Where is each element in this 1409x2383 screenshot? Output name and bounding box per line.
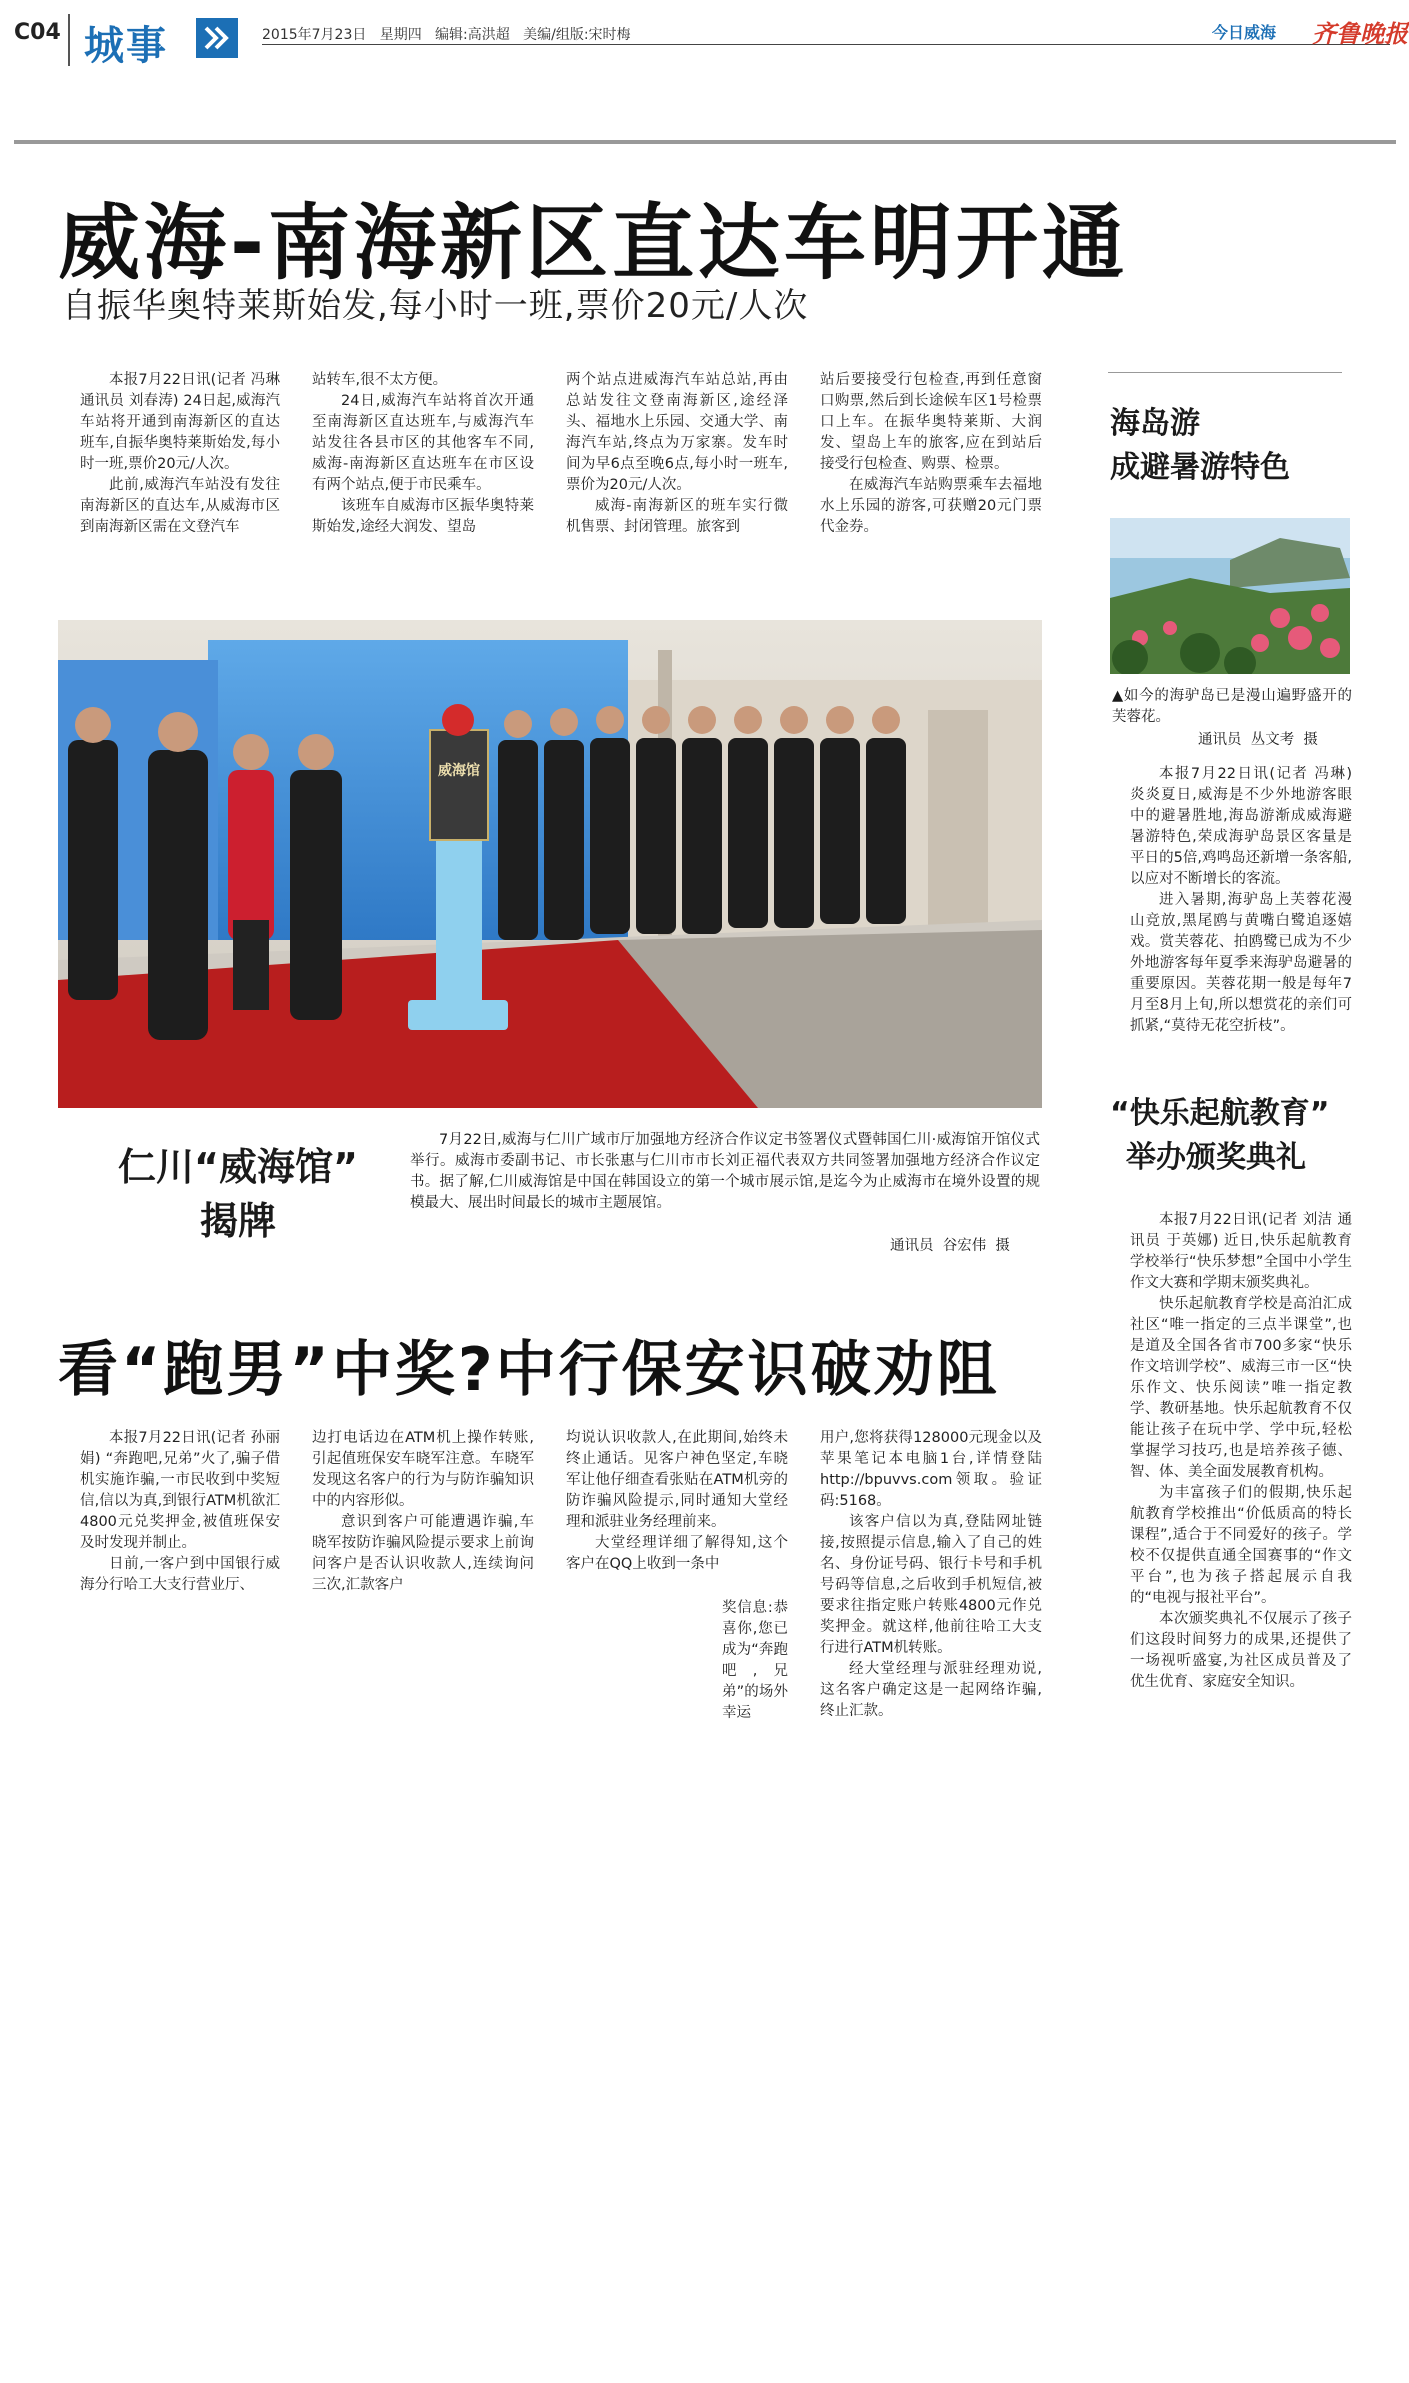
- edition-name: 今日威海: [1212, 23, 1277, 42]
- title-line: “快乐起航教育”: [1110, 1096, 1330, 1131]
- sidebar-story1-title: [1110, 402, 1290, 490]
- paragraph: 快乐起航教育学校是高泊汇成社区“唯一指定的三点半课堂”,也是道及全国各省市700多家“快乐作文培训学校”、威海三市一区“快乐作文、快乐阅读”唯一指定教学、教研基地。快乐起航教育不仅能让孩子在玩中学、学中玩,轻松掌握学习技巧,也是培养孩子德、智、体、美全面发展教育机构。: [1130, 1296, 1352, 1480]
- top-divider: [14, 140, 1396, 144]
- article2-column-1: [80, 1428, 280, 1596]
- paragraph: 站后要接受行包检查,再到任意窗口购票,然后到长途候车区1号检票口上车。在振华奥特莱斯、大润发、望岛上车的旅客,应在到站后接受行包检查、购票、检票。: [820, 372, 1042, 472]
- newspaper-logo: 齐鲁晚报: [1312, 19, 1408, 48]
- paragraph: 两个站点进威海汽车站总站,再由总站发往文登南海新区,途经泽头、福地水上乐园、交通大学、南海汽车站,终点为万家寨。发车时间为早6点至晚6点,每小时一班车,票价为20元/人次。: [566, 372, 788, 493]
- double-chevron-right-icon: [196, 18, 238, 58]
- page-number: C04: [14, 20, 61, 45]
- paragraph: 意识到客户可能遭遇诈骗,车晓军按防诈骗风险提示要求上前询问客户是否认识收款人,连续询问三次,汇款客户: [312, 1514, 534, 1593]
- issue-meta: 2015年7月23日 星期四 编辑:高洪超 美编/组版:宋时梅: [262, 27, 631, 43]
- paragraph: 站转车,很不太方便。: [312, 372, 448, 388]
- sidebar-story2-body: [1130, 1210, 1352, 1693]
- article1-column-1: [80, 370, 280, 538]
- caption-text: 7月22日,威海与仁川广域市厅加强地方经济合作议定书签署仪式暨韩国仁川·威海馆开馆仪式举行。威海市委副书记、市长张惠与仁川市市长刘正福代表双方共同签署加强地方经济合作议定书。据了解,仁川威海馆是中国在韩国设立的第一个城市展示馆,是迄今为止威海市在境外设置的规模最大、展出时间最长的城市主题展馆。: [410, 1132, 1040, 1211]
- header-divider: [68, 14, 70, 66]
- paragraph: 24日,威海汽车站将首次开通至南海新区直达班车,与威海汽车站发往各县市区的其他客车不同,威海-南海新区直达班车在市区设有两个站点,便于市民乘车。: [312, 393, 534, 493]
- paragraph: 用户,您将获得128000元现金以及苹果笔记本电脑1台,详情登陆http://bpuvvs.com领取。验证码:5168。: [820, 1430, 1042, 1509]
- island-flowers-photo: [1110, 518, 1350, 674]
- paragraph: 进入暑期,海驴岛上芙蓉花漫山竞放,黑尾鸥与黄嘴白鹭追逐嬉戏。赏芙蓉花、拍鸥鹭已成为不少外地游客每年夏季来海驴岛避暑的重要原因。芙蓉花期一般是每年7月至8月上旬,所以想赏花的亲们可抓紧,“莫待无花空折枝”。: [1130, 892, 1352, 1034]
- paragraph: 为丰富孩子们的假期,快乐起航教育学校推出“价低质高的特长课程”,适合于不同爱好的孩子。学校不仅提供直通全国赛事的“作文平台”,也为孩子搭起展示自我的“电视与报社平台”。: [1130, 1485, 1352, 1606]
- article2-column-4: [820, 1428, 1042, 1722]
- article2-headline: 看“跑男”中奖?中行保安识破劝阻: [58, 1335, 1000, 1405]
- sidebar-story1-body: [1130, 764, 1352, 1037]
- section-title: 城事: [84, 23, 168, 69]
- article1-subhead: 自振华奥特莱斯始发,每小时一班,票价20元/人次: [62, 286, 809, 326]
- photo-feature-title: [88, 1140, 388, 1248]
- sidebar-photo-credit: 通讯员 丛文考 摄: [1198, 732, 1318, 748]
- photo-credit: 通讯员 谷宏伟 摄: [890, 1238, 1010, 1254]
- title-line: 举办颁奖典礼: [1126, 1140, 1306, 1175]
- article1-headline: 威海-南海新区直达车明开通: [58, 196, 1129, 291]
- unveiling-ceremony-photo: [58, 620, 1042, 1108]
- article1-column-4: [820, 370, 1042, 538]
- article2-column-3: [566, 1428, 788, 1575]
- article1-column-3: [566, 370, 788, 538]
- paragraph: 均说认识收款人,在此期间,始终未终止通话。见客户神色坚定,车晓军让他仔细查看张贴在ATM机旁的防诈骗风险提示,同时通知大堂经理和派驻业务经理前来。: [566, 1430, 788, 1530]
- paragraph: 本次颁奖典礼不仅展示了孩子们这段时间努力的成果,还提供了一场视听盛宴,为社区成员普及了优生优育、家庭安全知识。: [1130, 1611, 1352, 1690]
- paragraph: 该客户信以为真,登陆网址链接,按照提示信息,输入了自己的姓名、身份证号码、银行卡号和手机号码等信息,之后收到手机短信,被要求往指定账户转账4800元作兑奖押金。就这样,他前往哈工大支行进行ATM机转账。: [820, 1514, 1042, 1656]
- title-line: 仁川“威海馆”: [118, 1145, 358, 1189]
- title-line: 海岛游: [1110, 406, 1200, 441]
- photo-feature-caption: [410, 1130, 1040, 1214]
- plaque-label: 威海馆: [438, 763, 480, 779]
- paragraph: 本报7月22日讯(记者 冯琳) 炎炎夏日,威海是不少外地游客眼中的避暑胜地,海岛游渐成威海避暑游特色,荣成海驴岛景区客量是平日的5倍,鸡鸣岛还新增一条客船,以应对不断增长的客流。: [1130, 766, 1352, 887]
- paragraph: 经大堂经理与派驻经理劝说,这名客户确定这是一起网络诈骗,终止汇款。: [820, 1661, 1042, 1719]
- title-line: 成避暑游特色: [1110, 450, 1290, 485]
- paragraph: 本报7月22日讯(记者 刘洁 通讯员 于英娜) 近日,快乐起航教育学校举行“快乐梦想”全国中小学生作文大赛和学期末颁奖典礼。: [1130, 1212, 1352, 1291]
- paragraph: 威海-南海新区的班车实行微机售票、封闭管理。旅客到: [566, 498, 788, 535]
- paragraph: 此前,威海汽车站没有发往南海新区的直达车,从威海市区到南海新区需在文登汽车: [80, 477, 280, 535]
- article2-column-2: [312, 1428, 534, 1596]
- sidebar-rule: [1108, 372, 1342, 373]
- paragraph: 本报7月22日讯(记者 冯琳 通讯员 刘春涛) 24日起,威海汽车站将开通到南海新区的直达班车,自振华奥特莱斯始发,每小时一班,票价20元/人次。: [80, 372, 280, 472]
- article1-column-2: [312, 370, 534, 538]
- paragraph: 大堂经理详细了解得知,这个客户在QQ上收到一条中: [566, 1535, 788, 1572]
- paragraph: 该班车自威海市区振华奥特莱斯始发,途经大润发、望岛: [312, 498, 534, 535]
- header-rule: [262, 44, 1390, 45]
- paragraph: 日前,一客户到中国银行威海分行哈工大支行营业厅、: [80, 1556, 280, 1593]
- paragraph: 在威海汽车站购票乘车去福地水上乐园的游客,可获赠20元门票代金券。: [820, 477, 1042, 535]
- sidebar-photo-caption: ▲如今的海驴岛已是漫山遍野盛开的芙蓉花。: [1112, 688, 1352, 725]
- scam-message-quote: 奖信息:恭喜你,您已成为“奔跑吧,兄弟”的场外幸运: [722, 1600, 788, 1721]
- title-line: 揭牌: [199, 1199, 276, 1243]
- paragraph: 边打电话边在ATM机上操作转账,引起值班保安车晓军注意。车晓军发现这名客户的行为与防诈骗知识中的内容形似。: [312, 1430, 534, 1509]
- paragraph: 本报7月22日讯(记者 孙丽娟) “奔跑吧,兄弟”火了,骗子借机实施诈骗,一市民收到中奖短信,信以为真,到银行ATM机欲汇4800元兑奖押金,被值班保安及时发现并制止。: [80, 1430, 280, 1551]
- sidebar-story2-title: [1110, 1092, 1329, 1180]
